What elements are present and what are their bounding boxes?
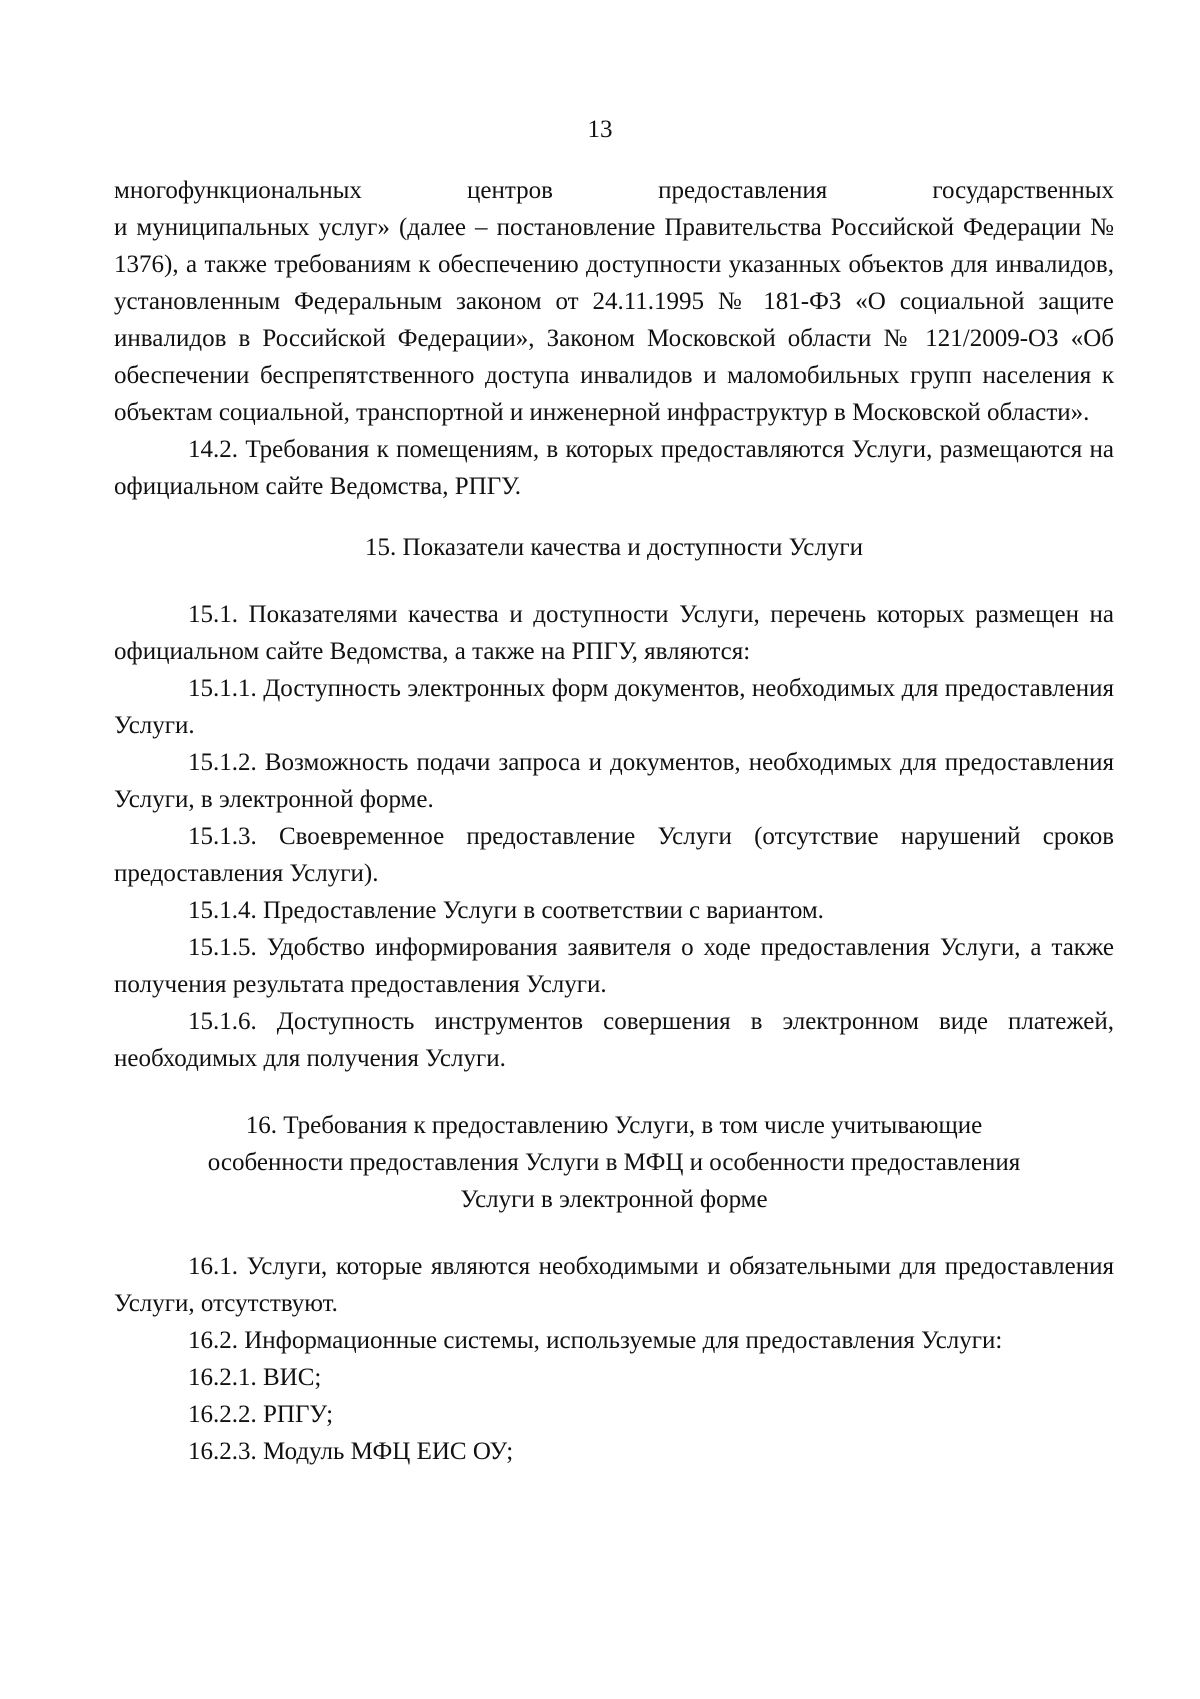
- section-16-heading: [114, 1107, 1114, 1218]
- paragraph-16-2-3: 16.2.3. Модуль МФЦ ЕИС ОУ;: [188, 1438, 514, 1465]
- paragraph-16-1: 16.1. Услуги, которые являются необходимыми и обязательными для предоставления Услуги, отсутствуют.: [114, 1253, 1114, 1317]
- paragraph-16-2-1: 16.2.1. ВИС;: [188, 1364, 322, 1391]
- document-body: [114, 172, 1114, 1470]
- paragraph-14-2: 14.2. Требования к помещениям, в которых предоставляются Услуги, размещаются на официальном сайте Ведомства, РПГУ.: [114, 436, 1114, 500]
- page-number: 13: [587, 116, 613, 143]
- paragraph-15-1-3: 15.1.3. Своевременное предоставление Услуги (отсутствие нарушений сроков предоставления Услуги).: [114, 823, 1114, 887]
- paragraph-continuation: [114, 172, 1114, 431]
- paragraph-15-1-6: 15.1.6. Доступность инструментов совершения в электронном виде платежей, необходимых для получения Услуги.: [114, 1008, 1114, 1072]
- paragraph-15-1-5: 15.1.5. Удобство информирования заявителя о ходе предоставления Услуги, а также получения результата предоставления Услуги.: [114, 934, 1114, 998]
- section-15-heading: 15. Показатели качества и доступности Услуги: [365, 534, 863, 561]
- paragraph-continuation-first-line: многофункциональных центров предоставления государственных: [114, 177, 1114, 204]
- paragraph-15-1-1: 15.1.1. Доступность электронных форм документов, необходимых для предоставления Услуги.: [114, 675, 1114, 739]
- paragraph-15-1-2: 15.1.2. Возможность подачи запроса и документов, необходимых для предоставления Услуги, в электронной форме.: [114, 749, 1114, 813]
- paragraph-15-1: 15.1. Показателями качества и доступности Услуги, перечень которых размещен на официальном сайте Ведомства, а также на РПГУ, являются:: [114, 601, 1114, 665]
- section-16-heading-line-3: Услуги в электронной форме: [460, 1186, 768, 1213]
- paragraph-16-2-2: 16.2.2. РПГУ;: [188, 1401, 334, 1428]
- section-16-heading-line-1: 16. Требования к предоставлению Услуги, в том числе учитывающие: [245, 1112, 983, 1139]
- section-16-heading-line-2: особенности предоставления Услуги в МФЦ и особенности предоставления: [207, 1149, 1021, 1176]
- paragraph-16-2: 16.2. Информационные системы, используемые для предоставления Услуги:: [188, 1327, 1003, 1354]
- paragraph-15-1-4: 15.1.4. Предоставление Услуги в соответствии с вариантом.: [188, 897, 824, 924]
- paragraph-continuation-rest: и муниципальных услуг» (далее – постановление Правительства Российской Федерации № 1376), а также требованиям к обеспечению доступности указанных объектов для инвалидов, установленным Федеральным законом от 24.11.1995 № 181-ФЗ «О социальной защите инвалидов в Российской Федерации», Законом Московской области № 121/2009-ОЗ «Об обеспечении беспрепятственного доступа инвалидов и маломобильных групп населения к объектам социальной, транспортной и инженерной инфраструктур в Московской области».: [114, 214, 1114, 426]
